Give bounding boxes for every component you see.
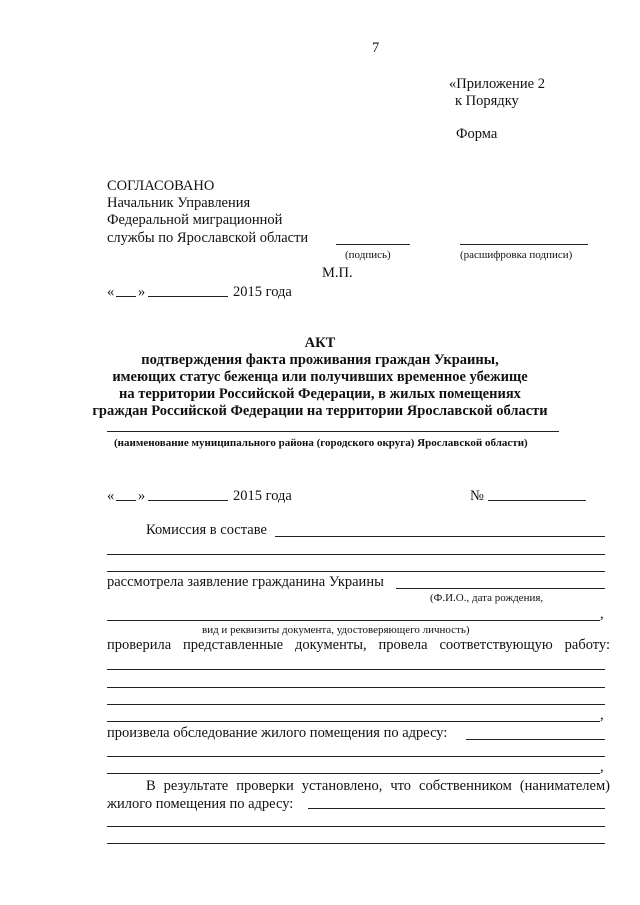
result-word: (нанимателем) [519,778,610,794]
result-label [146,778,610,794]
act-number-sign: № [470,488,484,504]
checked-line-4[interactable] [107,721,600,722]
form-label: Форма [456,126,498,142]
act-title-line1: подтверждения факта проживания граждан Украины, [141,352,499,368]
inspected-address-line-2[interactable] [107,756,605,757]
approval-date-open-quote: « [107,284,115,300]
inspected-label: произвела обследование жилого помещения по адресу: [107,725,448,741]
considered-label: рассмотрела заявление гражданина Украины [107,574,384,590]
applicant-line[interactable] [396,588,605,589]
checked-word: проверила [107,637,172,653]
dwelling-label: жилого помещения по адресу: [107,796,294,812]
approval-line2: Федеральной миграционной [107,212,283,228]
commission-line-1[interactable] [275,536,605,537]
applicant-doc-line[interactable] [107,620,600,621]
dwelling-address-line-1[interactable] [308,808,605,809]
commission-label: Комиссия в составе [146,522,267,538]
commission-line-3[interactable] [107,571,605,572]
act-title-line2: имеющих статус беженца или получивших временное убежище [112,369,528,385]
document-caption: вид и реквизиты документа, удостоверяющего личность) [202,624,470,636]
result-word: собственником [419,778,512,794]
signature-decoding-line[interactable] [460,244,588,245]
act-date-open-quote: « [107,488,115,504]
act-title: АКТ [304,335,336,351]
checked-word: документы, [294,637,367,653]
act-title-line3: на территории Российской Федерации, в жилых помещениях [119,386,521,402]
result-word: проверки [236,778,294,794]
act-day-line[interactable] [116,500,136,501]
comma-2: , [600,707,604,723]
approval-line3: службы по Ярославской области [107,230,309,246]
comma-3: , [600,759,604,775]
signature-caption: (подпись) [345,249,391,261]
dwelling-address-line-2[interactable] [107,826,605,827]
signature-line[interactable] [336,244,410,245]
approval-year: 2015 года [233,284,292,300]
act-date-close-quote: » [138,488,146,504]
checked-line-1[interactable] [107,669,605,670]
inspected-address-line-1[interactable] [466,739,605,740]
approval-day-line[interactable] [116,296,136,297]
commission-line-2[interactable] [107,554,605,555]
appendix-line2: к Порядку [455,93,519,109]
approval-date-close-quote: » [138,284,146,300]
comma-1: , [600,606,604,622]
district-caption: (наименование муниципального района (городского округа) Ярославской области) [114,437,528,449]
result-word: установлено, [301,778,383,794]
checked-word: соответствующую [439,637,553,653]
decoding-caption: (расшифровка подписи) [460,249,573,261]
act-title-line4: граждан Российской Федерации на территории Ярославской области [92,403,548,419]
act-month-line[interactable] [148,500,228,501]
approval-month-line[interactable] [148,296,228,297]
stamp-label: М.П. [322,265,353,281]
district-line[interactable] [107,431,559,432]
act-year: 2015 года [233,488,292,504]
result-word: что [390,778,412,794]
dwelling-address-line-3[interactable] [107,843,605,844]
checked-label [107,637,610,653]
approval-title: СОГЛАСОВАНО [107,178,215,194]
appendix-line1: «Приложение 2 [449,76,545,92]
checked-line-3[interactable] [107,704,605,705]
checked-word: провела [378,637,428,653]
checked-word: представленные [183,637,284,653]
result-word: В [146,778,156,794]
fio-caption: (Ф.И.О., дата рождения, [430,592,544,604]
result-word: результате [163,778,229,794]
checked-word: работу: [564,637,610,653]
inspected-address-line-3[interactable] [107,773,600,774]
approval-line1: Начальник Управления [107,195,251,211]
page-number: 7 [372,40,380,56]
checked-line-2[interactable] [107,687,605,688]
act-number-line[interactable] [488,500,586,501]
